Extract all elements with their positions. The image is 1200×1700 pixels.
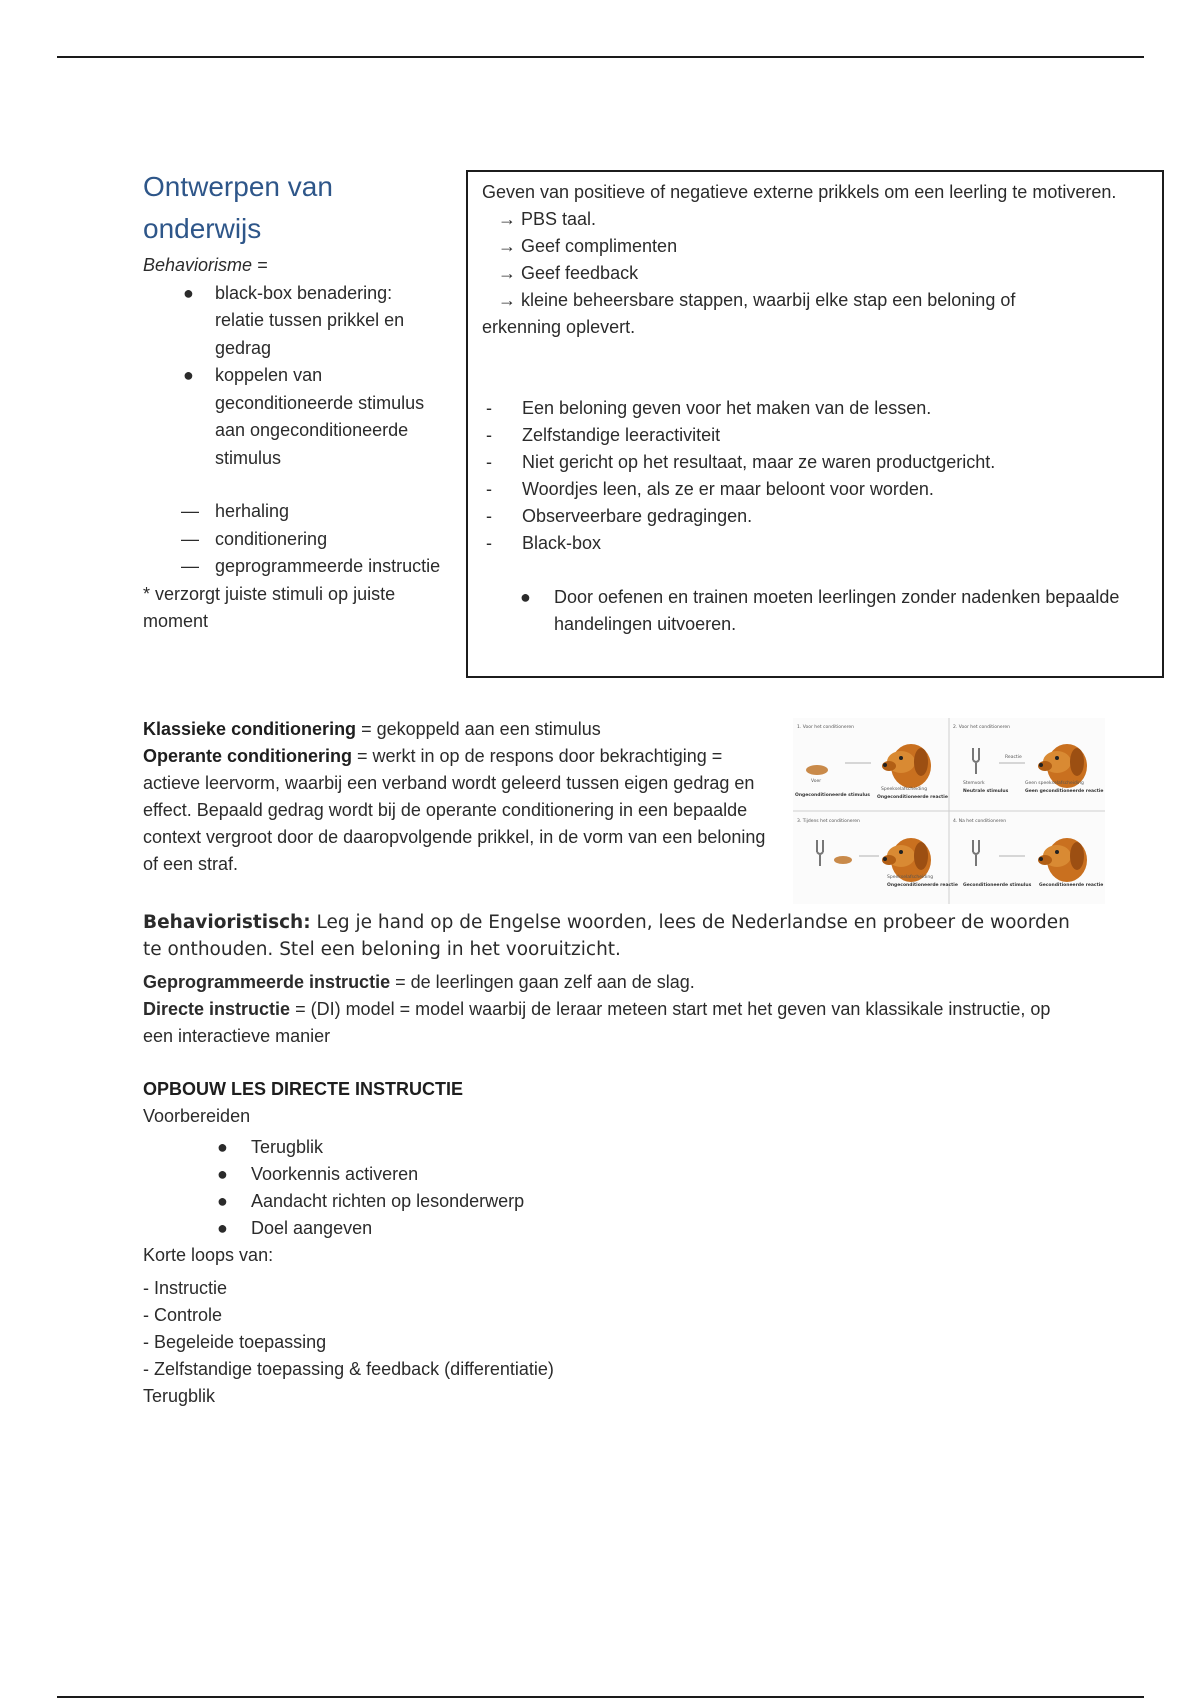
figure-label: Speekselafscheiding <box>881 787 928 792</box>
voorbereiden-item: ● Aandacht richten op lesonderwerp <box>143 1188 1083 1215</box>
loop-item: - Begeleide toepassing <box>143 1332 327 1352</box>
behavioristisch-line: Behavioristisch: Leg je hand op de Engelse woorden, lees de Nederlandse en probeer de woorden te onthouden. Stel een beloning in het vooruitzicht. <box>143 912 1070 960</box>
panel-title: 2. Voor het conditioneren <box>953 725 1011 730</box>
left-column <box>143 252 443 636</box>
figure-label: Speekselafscheiding <box>887 875 934 880</box>
box-arrow-item: → Geef feedback <box>498 263 639 283</box>
instructie-paragraph <box>143 969 1083 1050</box>
korte-loops-label: Korte loops van: <box>143 1245 274 1265</box>
loop-item: - Instructie <box>143 1278 228 1298</box>
geprogrammeerde-line: Geprogrammeerde instructie = de leerlingen gaan zelf aan de slag. <box>143 972 695 992</box>
left-note: * verzorgt juiste stimuli op juiste moment <box>143 583 396 631</box>
left-dash-item: — geprogrammeerde instructie <box>143 553 443 581</box>
bullet-dot-icon: ● <box>183 282 194 303</box>
conditioning-paragraph <box>143 716 783 878</box>
figure-label: Geen speekselafscheiding <box>1025 781 1084 786</box>
box-bullet: ● Door oefenen en trainen moeten leerlingen zonder nadenken bepaalde handelingen uitvoeren. <box>482 584 1147 638</box>
dash-icon: — <box>181 528 199 549</box>
box-dash-item: - Niet gericht op het resultaat, maar ze waren productgericht. <box>486 452 996 472</box>
left-dash-item: — herhaling <box>143 498 443 526</box>
box-arrow-item: → PBS taal. <box>498 209 597 229</box>
food-bowl-icon <box>834 856 852 864</box>
left-dash-item: — conditionering <box>143 526 443 554</box>
box-dash-item: - Een beloning geven voor het maken van de lessen. <box>486 398 932 418</box>
section-heading: OPBOUW LES DIRECTE INSTRUCTIE <box>143 1079 464 1099</box>
voorbereiden-item: ● Terugblik <box>143 1134 1083 1161</box>
bottom-rule <box>57 1696 1144 1698</box>
panel-title: 4. Na het conditioneren <box>953 819 1007 824</box>
figure-label: Geconditioneerde reactie <box>1039 883 1104 888</box>
conditioning-figure <box>793 718 1105 904</box>
bullet-dot-icon: ● <box>183 365 194 385</box>
box-dash-item: - Black-box <box>486 533 602 553</box>
box-arrow-item: → kleine beheersbare stappen, waarbij elke stap een beloning of <box>498 290 1016 310</box>
bullet-dot-icon: ● <box>217 1218 228 1238</box>
voorbereiden-item: ● Voorkennis activeren <box>143 1161 1083 1188</box>
figure-label: Geen geconditioneerde reactie <box>1025 789 1104 794</box>
bullet-dot-icon: ● <box>520 587 531 607</box>
bullet-dot-icon: ● <box>217 1164 228 1184</box>
terugblik-label: Terugblik <box>143 1386 216 1406</box>
figure-label: Geconditioneerde stimulus <box>963 883 1032 888</box>
box-arrow-item: → Geef complimenten <box>498 236 678 256</box>
box-intro: Geven van positieve of negatieve externe prikkels om een leerling te motiveren. <box>482 182 1117 202</box>
box-dash-item: - Observeerbare gedragingen. <box>486 506 753 526</box>
klassieke-line: Klassieke conditionering = gekoppeld aan een stimulus <box>143 719 601 739</box>
dog-icon <box>882 744 931 788</box>
voorbereiden-label: Voorbereiden <box>143 1106 251 1126</box>
box-arrow-tail: erkenning oplevert. <box>482 317 636 337</box>
bullet-dot-icon: ● <box>217 1137 228 1157</box>
arrow-icon <box>845 763 1025 856</box>
box-dash-item: - Woordjes leen, als ze er maar beloont voor worden. <box>486 479 934 499</box>
dash-icon: — <box>181 501 199 521</box>
food-bowl-icon <box>806 765 828 775</box>
loop-item: - Zelfstandige toepassing & feedback (differentiatie) <box>143 1359 554 1379</box>
top-rule <box>57 56 1144 58</box>
panel-title: 3. Tijdens het conditioneren <box>797 819 860 824</box>
figure-label: Stemvork <box>963 781 985 786</box>
dog-icon <box>1038 838 1087 882</box>
loop-item: - Controle <box>143 1305 223 1325</box>
operante-line: Operante conditionering = werkt in op de respons door bekrachtiging = actieve leervorm, waarbij een verband wordt geleerd tussen eigen gedrag en effect. Bepaald gedrag wordt bij de operante conditionering in een bepaalde context vergroot door de daaropvolgende prikkel, in de vorm van een beloning of een straf. <box>143 746 766 874</box>
page-title: Ontwerpen van onderwijs <box>143 171 333 244</box>
voorbereiden-item: ● Doel aangeven <box>143 1215 1083 1242</box>
behaviorisme-term: Behaviorisme = <box>143 255 268 275</box>
figure-label: Reactie <box>1005 755 1022 760</box>
bullet-dot-icon: ● <box>217 1191 228 1211</box>
figure-label: Ongeconditioneerde reactie <box>887 883 958 888</box>
box-dash-item: - Zelfstandige leeractiviteit <box>486 425 721 445</box>
left-bullet: ● koppelen van geconditioneerde stimulus aan ongeconditioneerde stimulus <box>143 362 443 472</box>
dash-icon: — <box>181 556 199 576</box>
summary-box <box>466 170 1164 678</box>
figure-label: Neutrale stimulus <box>963 789 1009 794</box>
figure-label: Ongeconditioneerde stimulus <box>795 793 870 798</box>
figure-label: Voer <box>811 779 822 784</box>
behavioristisch-paragraph <box>143 909 1083 963</box>
left-bullet: ● black-box benadering: relatie tussen prikkel en gedrag <box>143 280 443 363</box>
panel-title: 1. Voor het conditioneren <box>797 725 855 730</box>
figure-label: Ongeconditioneerde reactie <box>877 795 948 800</box>
opbouw-section <box>143 1076 1083 1410</box>
directe-line: Directe instructie = (DI) model = model waarbij de leraar meteen start met het geven van klassikale instructie, op een interactieve manier <box>143 999 1051 1046</box>
